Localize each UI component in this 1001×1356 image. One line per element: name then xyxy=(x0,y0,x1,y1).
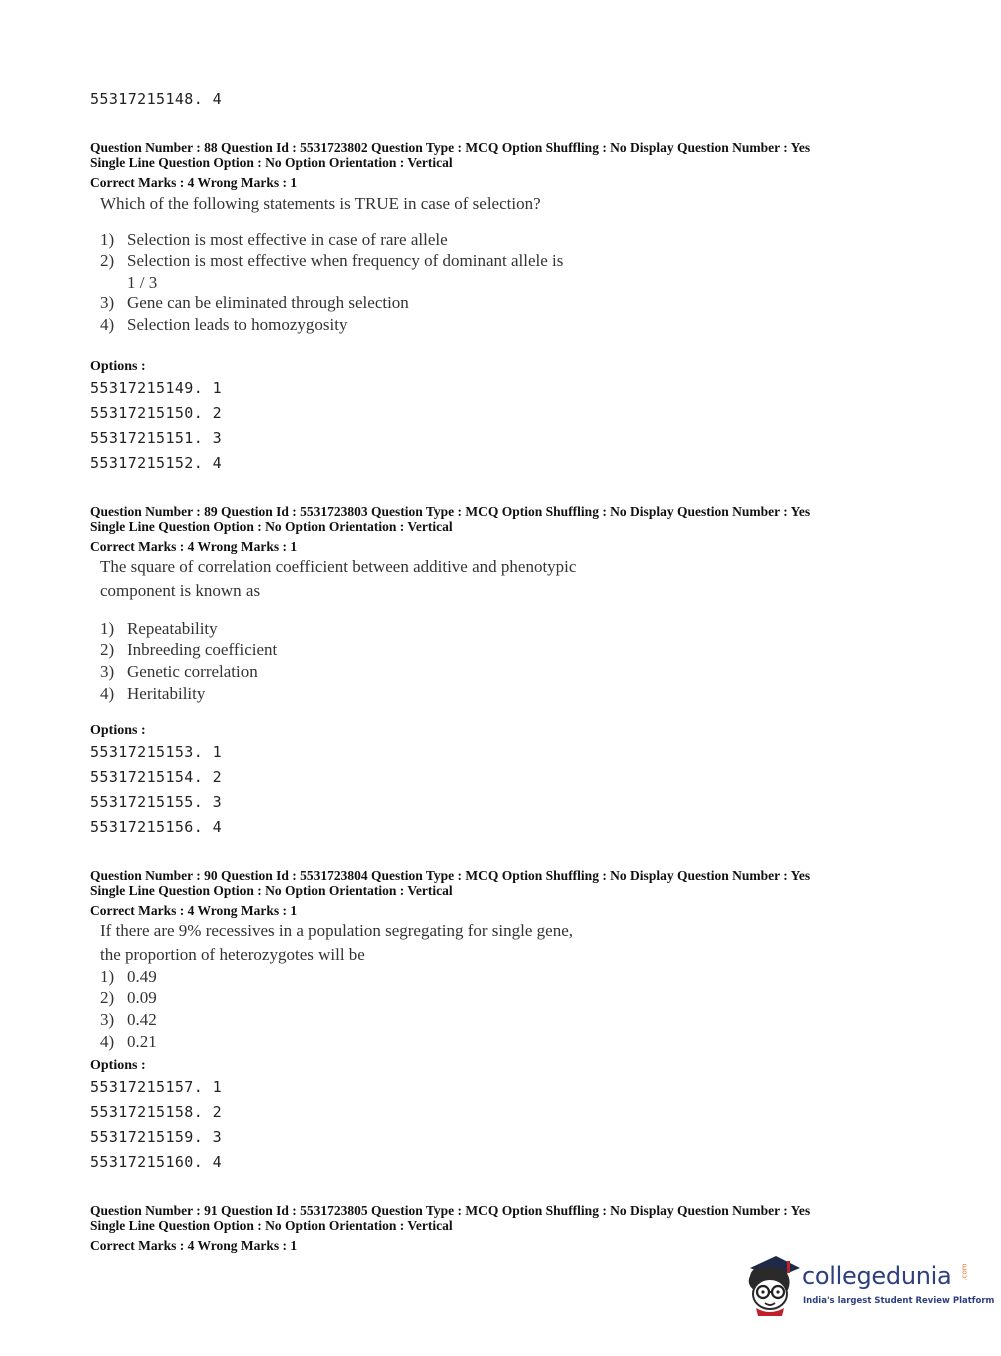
choice-2 xyxy=(100,987,157,1009)
question-text-line-2: the proportion of heterozygotes will be xyxy=(100,945,365,964)
logo-com: .com xyxy=(960,1263,969,1281)
choice-1 xyxy=(100,618,218,640)
choice-3 xyxy=(100,292,409,314)
choice-number: 1) xyxy=(100,619,115,638)
choice-number: 3) xyxy=(100,1010,115,1029)
question-meta-line-2: Single Line Question Option : No Option Orientation : Vertical xyxy=(90,1218,453,1233)
choice-number: 2) xyxy=(100,640,115,659)
choice-number: 4) xyxy=(100,315,115,334)
question-text: If there are 9% recessives in a population segregating for single gene, xyxy=(100,921,573,940)
question-marks: Correct Marks : 4 Wrong Marks : 1 xyxy=(90,1238,298,1253)
choice-number: 4) xyxy=(100,1032,115,1051)
option-id-4: 55317215152. 4 xyxy=(90,454,223,472)
options-label: Options : xyxy=(90,1058,146,1073)
logo-tagline: India's largest Student Review Platform xyxy=(803,1296,995,1306)
question-meta-line-2: Single Line Question Option : No Option Orientation : Vertical xyxy=(90,519,453,534)
question-text-line-2: component is known as xyxy=(100,581,261,600)
choice-number: 1) xyxy=(100,230,115,249)
question-meta-line-2: Single Line Question Option : No Option Orientation : Vertical xyxy=(90,155,453,170)
choice-number: 1) xyxy=(100,967,115,986)
choice-3 xyxy=(100,661,258,683)
option-id-2: 55317215154. 2 xyxy=(90,768,223,786)
option-id-2: 55317215158. 2 xyxy=(90,1103,223,1121)
choice-text: 0.49 xyxy=(127,967,157,986)
choice-text: Selection leads to homozygosity xyxy=(127,315,348,334)
choice-2 xyxy=(100,639,277,661)
choice-text: Inbreeding coefficient xyxy=(127,640,278,659)
question-marks: Correct Marks : 4 Wrong Marks : 1 xyxy=(90,175,298,190)
question-meta-line-1: Question Number : 89 Question Id : 5531723803 Question Type : MCQ Option Shuffling : No Display Question Number : Yes xyxy=(90,504,811,519)
collegedunia-logo xyxy=(742,1250,995,1320)
question-text: Which of the following statements is TRUE in case of selection? xyxy=(100,194,541,213)
option-id-1: 55317215153. 1 xyxy=(90,743,223,761)
choice-text: 0.09 xyxy=(127,988,157,1007)
question-marks: Correct Marks : 4 Wrong Marks : 1 xyxy=(90,539,298,554)
choice-4 xyxy=(100,683,205,705)
question-marks: Correct Marks : 4 Wrong Marks : 1 xyxy=(90,903,298,918)
choice-number: 2) xyxy=(100,251,115,270)
choice-text: Genetic correlation xyxy=(127,662,258,681)
logo-wordmark: collegedunia xyxy=(802,1262,952,1290)
option-id-1: 55317215149. 1 xyxy=(90,379,223,397)
choice-3 xyxy=(100,1009,157,1031)
choice-text: Selection is most effective when frequency of dominant allele is xyxy=(127,251,564,270)
option-id-3: 55317215159. 3 xyxy=(90,1128,223,1146)
question-meta-line-1: Question Number : 88 Question Id : 5531723802 Question Type : MCQ Option Shuffling : No Display Question Number : Yes xyxy=(90,140,811,155)
choice-text-continued: 1 / 3 xyxy=(127,273,158,292)
mascot-icon xyxy=(742,1250,802,1316)
question-meta-line-2: Single Line Question Option : No Option Orientation : Vertical xyxy=(90,883,453,898)
option-id-3: 55317215151. 3 xyxy=(90,429,223,447)
question-meta-line-1: Question Number : 90 Question Id : 5531723804 Question Type : MCQ Option Shuffling : No Display Question Number : Yes xyxy=(90,868,811,883)
choice-text: 0.21 xyxy=(127,1032,157,1051)
options-label: Options : xyxy=(90,723,146,738)
option-id-3: 55317215155. 3 xyxy=(90,793,223,811)
choice-text: Heritability xyxy=(127,684,206,703)
choice-number: 3) xyxy=(100,293,115,312)
option-id-1: 55317215157. 1 xyxy=(90,1078,223,1096)
options-label: Options : xyxy=(90,359,146,374)
choice-number: 2) xyxy=(100,988,115,1007)
option-id-4: 55317215160. 4 xyxy=(90,1153,223,1171)
choice-number: 3) xyxy=(100,662,115,681)
choice-text: 0.42 xyxy=(127,1010,157,1029)
choice-4 xyxy=(100,1031,157,1053)
choice-number: 4) xyxy=(100,684,115,703)
question-text: The square of correlation coefficient between additive and phenotypic xyxy=(100,557,577,576)
choice-text: Gene can be eliminated through selection xyxy=(127,293,409,312)
prev-option-4: 55317215148. 4 xyxy=(90,90,223,108)
choice-text: Repeatability xyxy=(127,619,218,638)
choice-text: Selection is most effective in case of rare allele xyxy=(127,230,448,249)
choice-2 xyxy=(100,250,563,294)
choice-4 xyxy=(100,314,348,336)
choice-1 xyxy=(100,966,157,988)
choice-1 xyxy=(100,229,448,251)
question-meta-line-1: Question Number : 91 Question Id : 5531723805 Question Type : MCQ Option Shuffling : No Display Question Number : Yes xyxy=(90,1203,811,1218)
option-id-2: 55317215150. 2 xyxy=(90,404,223,422)
option-id-4: 55317215156. 4 xyxy=(90,818,223,836)
